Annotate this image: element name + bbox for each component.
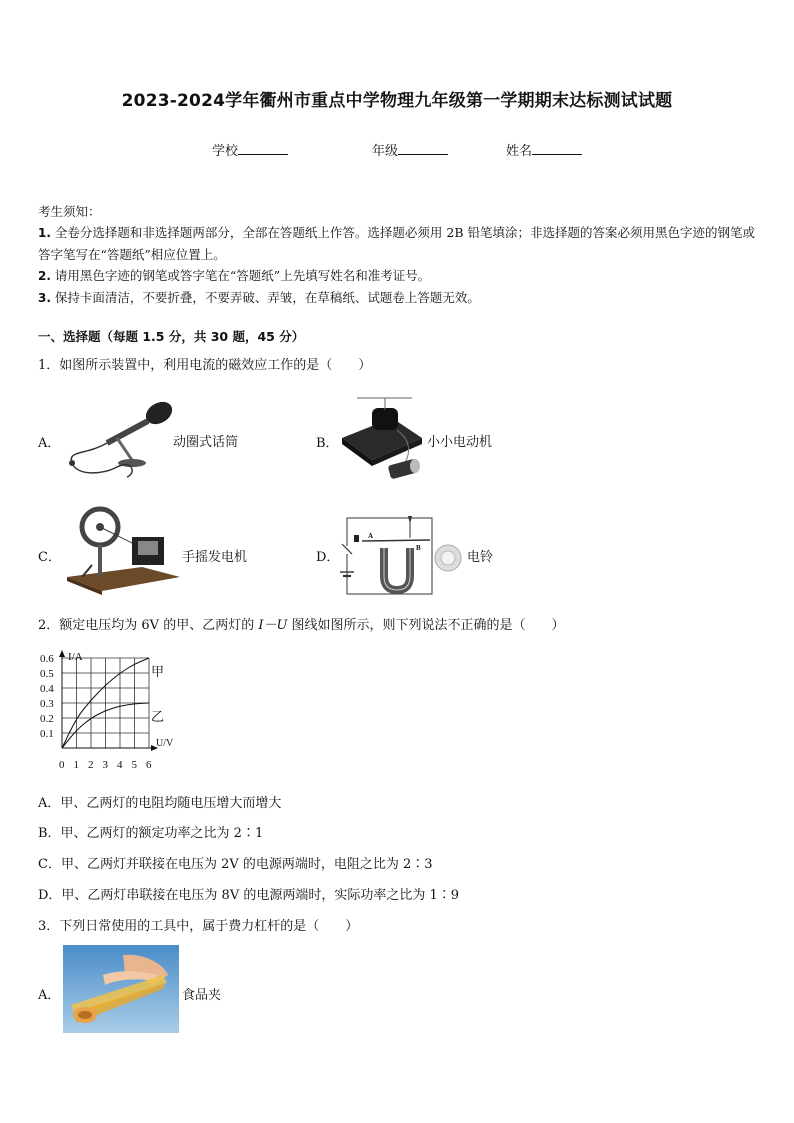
section-heading: 一、选择题（每题 1.5 分，共 30 题，45 分） xyxy=(38,329,305,344)
x-axis-label: U/V xyxy=(156,738,174,749)
y-tick-label: 0.2 xyxy=(40,713,54,725)
q1-option-a-label: A． xyxy=(38,436,61,451)
q1-option-c-label: C． xyxy=(38,550,61,565)
x-tick-label: 2 xyxy=(88,759,94,771)
page-title: 2023-2024学年衢州市重点中学物理九年级第一学期期末达标测试试题 xyxy=(121,91,673,111)
y-tick-label: 0.1 xyxy=(40,728,54,740)
name-blank xyxy=(532,142,582,155)
x-tick-label: 3 xyxy=(102,759,108,771)
x-tick-label: 0 xyxy=(59,759,65,771)
notice-heading: 考生须知： xyxy=(38,204,101,219)
q1-option-b-label: B． xyxy=(316,436,339,451)
x-tick-label: 5 xyxy=(131,759,137,771)
x-tick-label: 6 xyxy=(146,759,152,771)
y-axis-label: I/A xyxy=(68,651,83,663)
electric-bell-diagram xyxy=(338,510,466,602)
series-yi-label: 乙 xyxy=(151,709,165,724)
electric-motor-illustration xyxy=(337,390,432,490)
notice-item-3: 3. 保持卡面清洁，不要折叠，不要弄破、弄皱，在草稿纸、试题卷上答题无效。 xyxy=(38,290,480,305)
y-tick-label: 0.5 xyxy=(40,668,54,680)
svg-text:B: B xyxy=(416,544,421,552)
series-jia-label: 甲 xyxy=(151,664,165,679)
q2-option-c: C．甲、乙两灯并联接在电压为 2V 的电源两端时，电阻之比为 2∶3 xyxy=(38,857,433,872)
y-tick-labels xyxy=(40,653,54,740)
y-tick-label: 0.3 xyxy=(40,698,54,710)
y-axis-arrow xyxy=(59,650,65,657)
x-tick-labels xyxy=(59,759,152,771)
q1-option-a-caption: 动圈式话筒 xyxy=(173,435,239,450)
question-2-stem: 2．额定电压均为 6V 的甲、乙两灯的 I－U 图线如图所示，则下列说法不正确的是（ ） xyxy=(38,618,565,633)
q1-option-d-label: D． xyxy=(316,550,340,565)
iu-variable: I－U xyxy=(258,618,288,633)
exam-notice xyxy=(38,201,758,309)
question-3-stem: 3．下列日常使用的工具中，属于费力杠杆的是（ ） xyxy=(38,919,359,934)
notice-item-1: 1. 全卷分选择题和非选择题两部分，全部在答题纸上作答。选择题必须用 2B 铅笔填涂；非选择题的答案必须用黑色字迹的钢笔或答字笔写在“答题纸”相应位置上。 xyxy=(38,225,755,262)
school-label: 学校 xyxy=(212,144,239,159)
grade-label: 年级 xyxy=(372,144,399,159)
food-tongs-photo xyxy=(63,945,179,1033)
school-blank xyxy=(238,142,288,155)
school-field xyxy=(212,140,288,159)
hand-generator-illustration xyxy=(62,505,182,597)
question-1-stem: 1．如图所示装置中，利用电流的磁效应工作的是（ ） xyxy=(38,358,372,373)
q2-option-a: A．甲、乙两灯的电阻均随电压增大而增大 xyxy=(38,796,282,811)
q1-option-c-caption: 手摇发电机 xyxy=(182,550,248,565)
q3-option-a-caption: 食品夹 xyxy=(182,988,222,1003)
x-tick-label: 1 xyxy=(73,759,79,771)
svg-text:A: A xyxy=(368,532,374,540)
name-label: 姓名 xyxy=(506,144,533,159)
q3-option-a-label: A． xyxy=(38,988,61,1003)
q2-option-d: D．甲、乙两灯串联接在电压为 8V 的电源两端时，实际功率之比为 1∶9 xyxy=(38,888,460,903)
grade-blank xyxy=(398,142,448,155)
q1-option-d-caption: 电铃 xyxy=(467,550,494,565)
grade-field xyxy=(372,140,448,159)
q2-option-b: B．甲、乙两灯的额定功率之比为 2∶1 xyxy=(38,826,264,841)
graph-grid xyxy=(62,658,149,748)
x-tick-label: 4 xyxy=(117,759,123,771)
y-tick-label: 0.6 xyxy=(40,653,54,665)
name-field xyxy=(506,140,582,159)
microphone-illustration xyxy=(62,395,177,480)
q1-option-b-caption: 小小电动机 xyxy=(427,435,493,450)
y-tick-label: 0.4 xyxy=(40,683,54,695)
notice-item-2: 2. 请用黑色字迹的钢笔或答字笔在“答题纸”上先填写姓名和准考证号。 xyxy=(38,268,431,283)
iu-graph xyxy=(36,642,186,774)
